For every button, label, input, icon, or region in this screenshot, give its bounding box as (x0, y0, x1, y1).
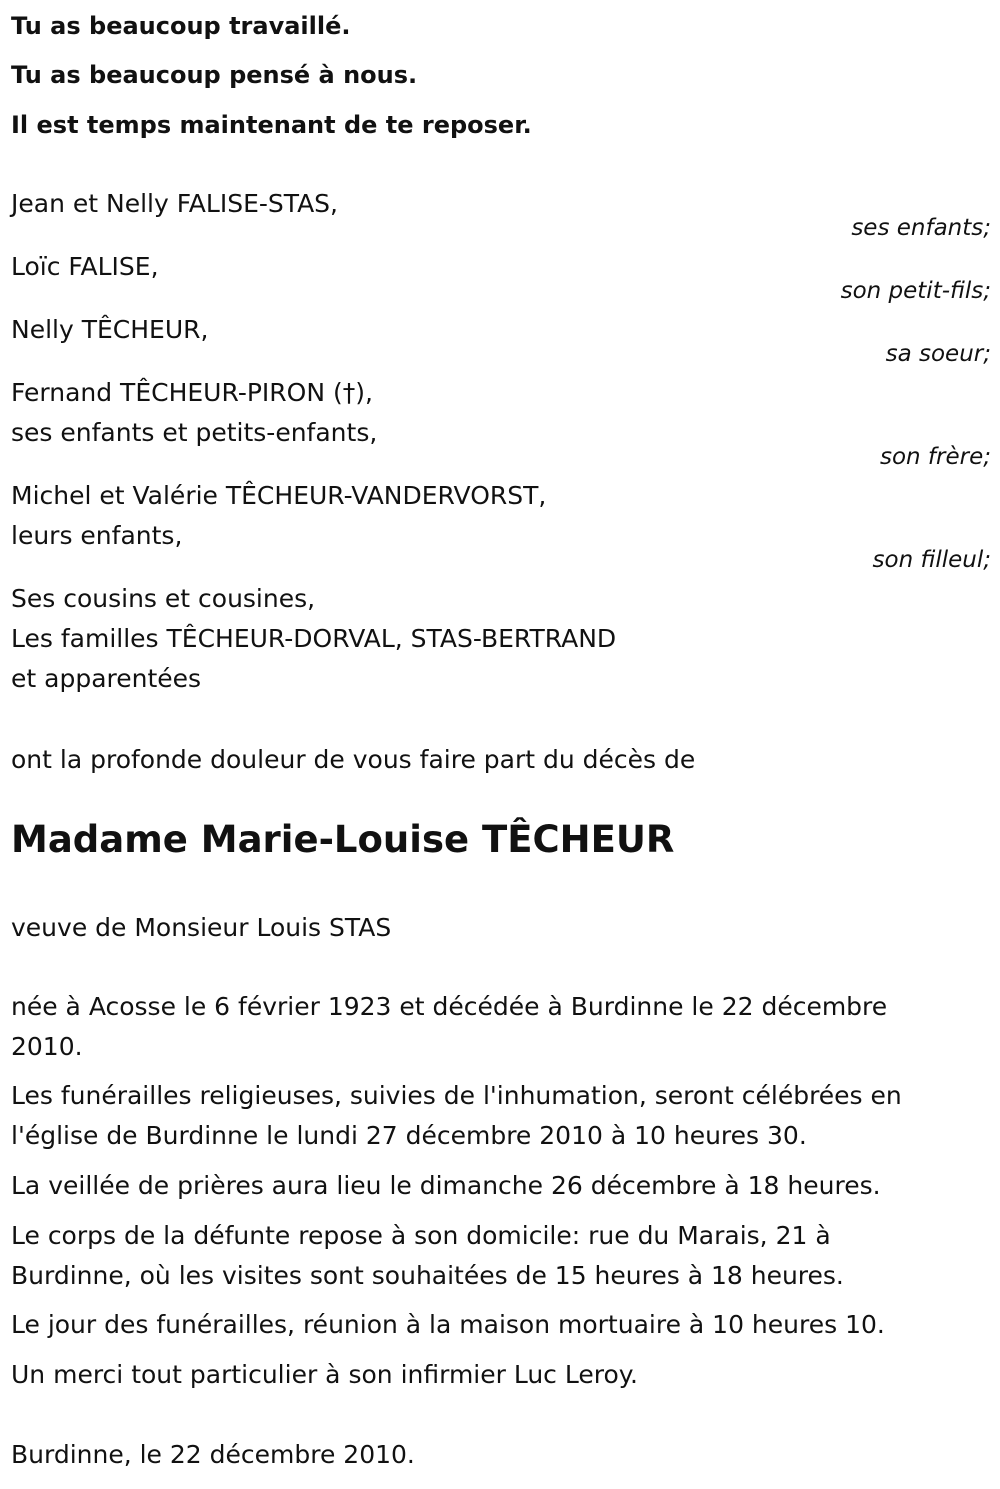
detail-line: l'église de Burdinne le lundi 27 décembre 2010 à 10 heures 30. (11, 1121, 807, 1150)
family-member-name: Loïc FALISE, (11, 252, 159, 281)
family-member-name: leurs enfants, (11, 521, 183, 550)
family-member-name: Les familles TÊCHEUR-DORVAL, STAS-BERTRAND (11, 624, 617, 653)
detail-line: La veillée de prières aura lieu le dimanche 26 décembre à 18 heures. (11, 1171, 881, 1200)
family-member-name: Michel et Valérie TÊCHEUR-VANDERVORST, (11, 481, 547, 510)
detail-line: Burdinne, où les visites sont souhaitées de 15 heures à 18 heures. (11, 1261, 844, 1290)
family-relation: sa soeur; (885, 341, 991, 367)
family-relation: son petit-fils; (840, 278, 991, 304)
detail-line: Les funérailles religieuses, suivies de l'inhumation, seront célébrées en (11, 1081, 902, 1110)
family-member-name: Ses cousins et cousines, (11, 584, 316, 613)
family-relation: son filleul; (872, 547, 991, 573)
family-relation: son frère; (879, 444, 991, 470)
family-member-name: Fernand TÊCHEUR-PIRON (†), (11, 378, 373, 407)
family-member-name: Nelly TÊCHEUR, (11, 315, 209, 344)
poem-line: Tu as beaucoup pensé à nous. (11, 61, 418, 89)
family-relation: ses enfants; (851, 215, 991, 241)
detail-line: Un merci tout particulier à son infirmier Luc Leroy. (11, 1360, 638, 1389)
poem-line: Il est temps maintenant de te reposer. (11, 111, 532, 139)
detail-line: née à Acosse le 6 février 1923 et décédée à Burdinne le 22 décembre (11, 992, 888, 1021)
family-member-name: Jean et Nelly FALISE-STAS, (11, 189, 339, 218)
widow-of-text: veuve de Monsieur Louis STAS (11, 913, 392, 942)
detail-line: Le corps de la défunte repose à son domicile: rue du Marais, 21 à (11, 1221, 831, 1250)
deceased-name: Madame Marie-Louise TÊCHEUR (11, 818, 675, 861)
family-member-name: et apparentées (11, 664, 202, 693)
poem-line: Tu as beaucoup travaillé. (11, 12, 351, 40)
announcement-text: ont la profonde douleur de vous faire part du décès de (11, 745, 696, 774)
detail-line: Le jour des funérailles, réunion à la maison mortuaire à 10 heures 10. (11, 1310, 885, 1339)
closing-place-date: Burdinne, le 22 décembre 2010. (11, 1440, 415, 1469)
detail-line: 2010. (11, 1032, 83, 1061)
family-member-name: ses enfants et petits-enfants, (11, 418, 378, 447)
